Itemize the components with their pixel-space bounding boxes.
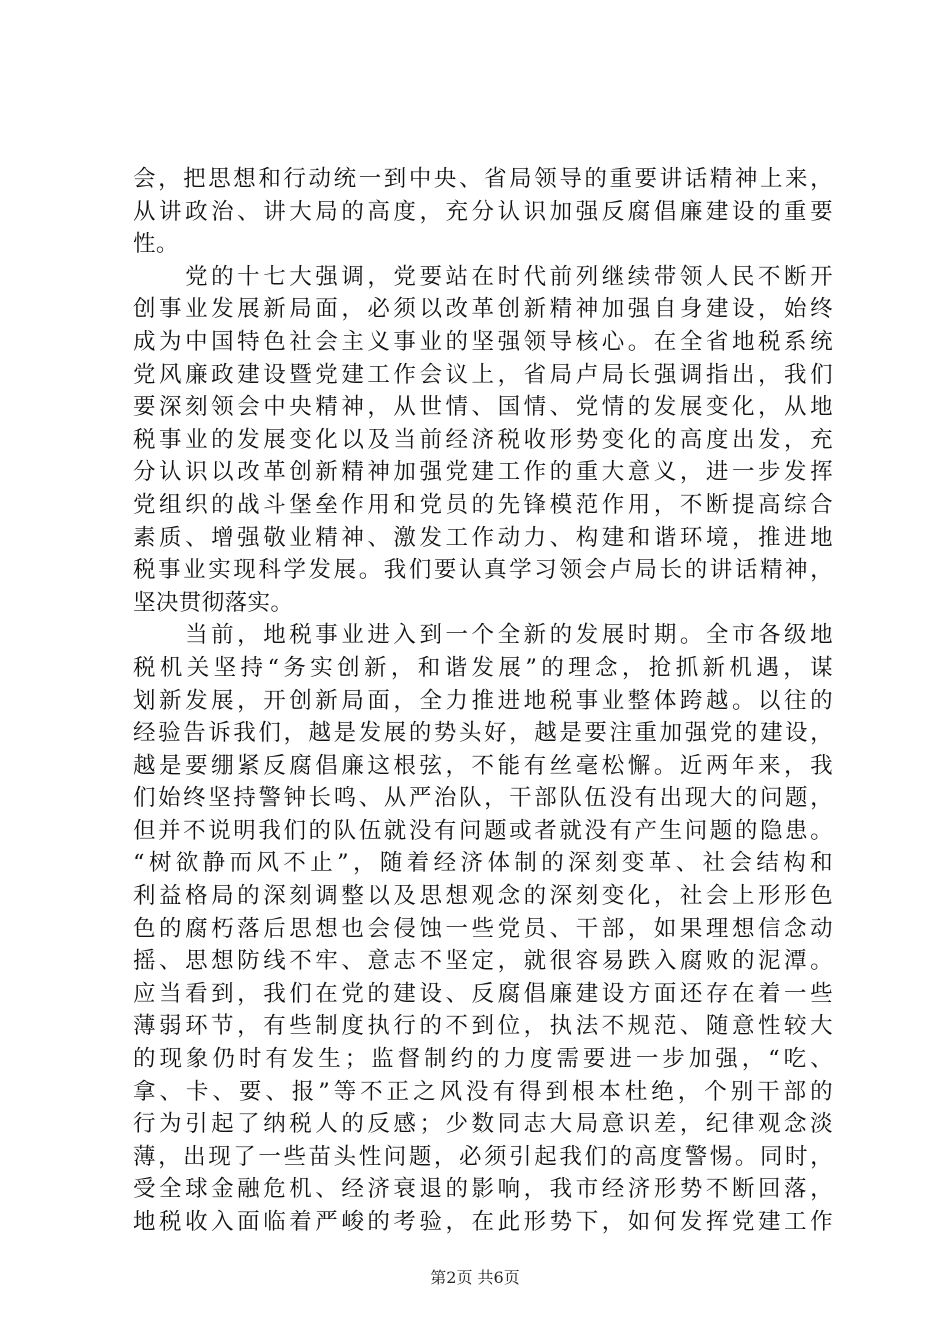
text-line: 利益格局的深刻调整以及思想观念的深刻变化，社会上形形色	[133, 883, 833, 910]
text-line: 创事业发展新局面，必须以改革创新精神加强自身建设，始终	[133, 296, 833, 323]
text-line: 应当看到，我们在党的建设、反腐倡廉建设方面还存在着一些	[133, 980, 833, 1007]
text-line: 从讲政治、讲大局的高度，充分认识加强反腐倡廉建设的重要	[133, 198, 833, 225]
text-line: 拿、卡、要、报”等不正之风没有得到根本杜绝，个别干部的	[133, 1078, 833, 1105]
text-line: 色的腐朽落后思想也会侵蚀一些党员、干部，如果理想信念动	[133, 915, 833, 942]
text-line: 摇、思想防线不牢、意志不坚定，就很容易跌入腐败的泥潭。	[133, 948, 833, 975]
text-line: 们始终坚持警钟长鸣、从严治队，干部队伍没有出现大的问题，	[133, 785, 833, 812]
page-footer: 第2页 共6页	[430, 1268, 520, 1287]
text-line: 的现象仍时有发生；监督制约的力度需要进一步加强，“吃、	[133, 1046, 833, 1073]
text-line: 成为中国特色社会主义事业的坚强领导核心。在全省地税系统	[133, 328, 833, 355]
text-line: 经验告诉我们，越是发展的势头好，越是要注重加强党的建设，	[133, 720, 833, 747]
text-line: 素质、增强敬业精神、激发工作动力、构建和谐环境，推进地	[133, 524, 833, 551]
text-line: 越是要绷紧反腐倡廉这根弦，不能有丝毫松懈。近两年来，我	[133, 752, 833, 779]
document-body	[133, 163, 833, 1239]
text-line: 党风廉政建设暨党建工作会议上，省局卢局长强调指出，我们	[133, 361, 833, 388]
text-line: 划新发展，开创新局面，全力推进地税事业整体跨越。以往的	[133, 687, 833, 714]
text-line: 税机关坚持“务实创新，和谐发展”的理念，抢抓新机遇，谋	[133, 654, 833, 681]
text-line: 性。	[133, 231, 179, 258]
text-line: 税事业实现科学发展。我们要认真学习领会卢局长的讲话精神，	[133, 557, 833, 584]
text-line: 会，把思想和行动统一到中央、省局领导的重要讲话精神上来，	[133, 166, 833, 192]
text-line: 薄弱环节，有些制度执行的不到位，执法不规范、随意性较大	[133, 1013, 833, 1040]
text-line: 但并不说明我们的队伍就没有问题或者就没有产生问题的隐患。	[133, 817, 833, 844]
text-line: 薄，出现了一些苗头性问题，必须引起我们的高度警惕。同时，	[133, 1143, 833, 1170]
text-line: 坚决贯彻落实。	[133, 589, 294, 616]
text-line: 受全球金融危机、经济衰退的影响，我市经济形势不断回落，	[133, 1176, 833, 1203]
text-line: 当前，地税事业进入到一个全新的发展时期。全市各级地	[133, 622, 833, 649]
text-line: 地税收入面临着严峻的考验，在此形势下，如何发挥党建工作	[133, 1209, 833, 1235]
text-line: 分认识以改革创新精神加强党建工作的重大意义，进一步发挥	[133, 459, 833, 486]
text-line: 要深刻领会中央精神，从世情、国情、党情的发展变化，从地	[133, 394, 833, 421]
text-line: 税事业的发展变化以及当前经济税收形势变化的高度出发，充	[133, 426, 833, 453]
text-line: “树欲静而风不止”，随着经济体制的深刻变革、社会结构和	[133, 850, 833, 877]
text-line: 行为引起了纳税人的反感；少数同志大局意识差，纪律观念淡	[133, 1111, 833, 1138]
text-line: 党组织的战斗堡垒作用和党员的先锋模范作用，不断提高综合	[133, 491, 833, 518]
text-line: 党的十七大强调，党要站在时代前列继续带领人民不断开	[133, 263, 833, 290]
